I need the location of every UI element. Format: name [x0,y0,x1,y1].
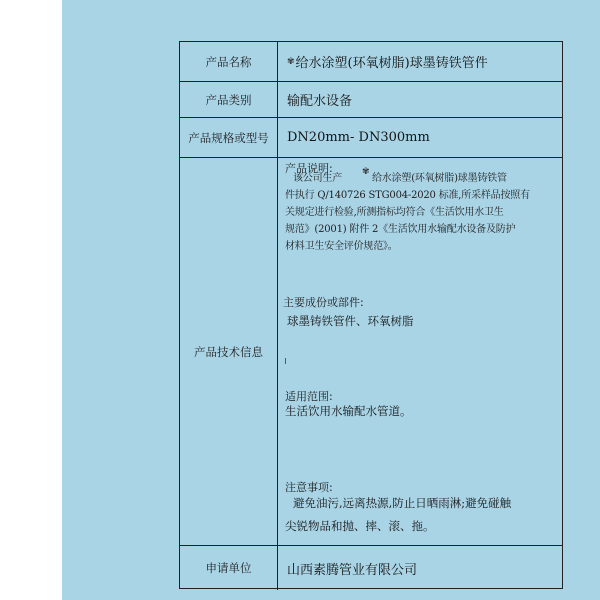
row-product-category [180,82,562,118]
desc-logo-icon: ✾ [362,167,370,177]
desc-title: 产品说明: [285,162,333,175]
desc-line-6: 材料卫生安全评价规范》。 [285,241,398,252]
scope-value: 生活饮用水输配水管道。 [285,404,412,418]
desc-line-1: 该公司生产 [293,173,342,184]
row-tech-info [180,158,562,546]
certificate-page [62,0,600,600]
desc-line-4: 关规定进行检验,所测指标均符合《生活饮用水卫生 [285,207,504,218]
main-parts-value: 球墨铸铁管件、环氧树脂 [287,314,414,328]
value-product-spec: DN20mm- DN300mm [287,130,430,145]
scan-mark [285,358,286,364]
notice-line-2: 尖锐物品和抛、摔、滚、拖。 [285,519,435,533]
desc-line-5: 规范》(2001) 附件 2《生活饮用水输配水设备及防护 [285,224,516,235]
notice-line-1: 避免油污,远离热源,防止日晒雨淋;避免碰触 [293,496,512,510]
label-tech-info: 产品技术信息 [180,158,278,545]
info-table [179,41,563,589]
label-product-category: 产品类别 [180,82,278,117]
scope-title: 适用范围: [285,390,333,403]
tech-info-content [279,158,562,545]
desc-line-3: 件执行 Q/140726 STG004-2020 标准,所采样品按照有 [285,190,530,201]
value-product-category: 输配水设备 [287,94,353,109]
label-applicant: 申请单位 [180,546,278,590]
product-name-text: 给水涂塑(环氧树脂)球墨铸铁管件 [295,56,488,71]
desc-line-2: 给水涂塑(环氧树脂)球墨铸铁管 [372,173,507,184]
label-product-name: 产品名称 [180,42,278,81]
notice-title: 注意事项: [285,481,333,494]
logo-mark-icon: ✾ [287,56,295,67]
row-product-spec [180,118,562,158]
value-applicant: 山西素腾管业有限公司 [287,562,418,578]
value-product-name [279,42,562,81]
row-applicant [180,546,562,590]
row-product-name [180,42,562,82]
label-product-spec: 产品规格或型号 [180,118,278,157]
main-parts-title: 主要成份或部件: [283,296,364,309]
